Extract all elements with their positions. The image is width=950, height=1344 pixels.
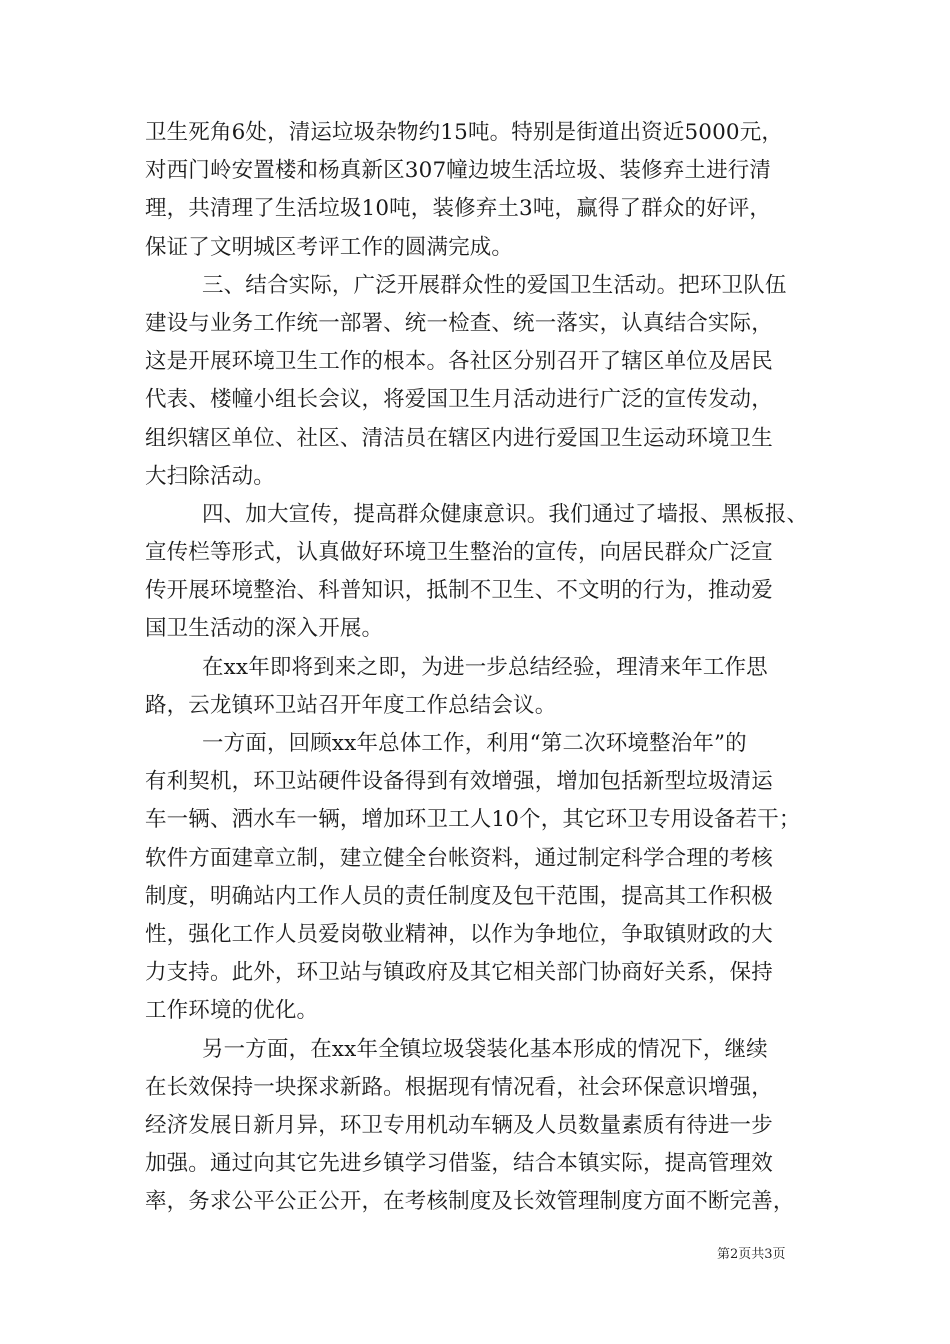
text-line: 制度，明确站内工作人员的责任制度及包干范围，提高其工作积极 xyxy=(145,883,773,909)
text-line: 率，务求公平公正公开，在考核制度及长效管理制度方面不断完善， xyxy=(145,1189,795,1215)
text-line: 代表、楼幢小组长会议，将爱国卫生月活动进行广泛的宣传发动， xyxy=(145,387,773,413)
text-line: 对西门岭安置楼和杨真新区307幢边坡生活垃圾、装修弃土进行清 xyxy=(145,158,772,184)
text-line: 建设与业务工作统一部署、统一检查、统一落实，认真结合实际， xyxy=(145,310,773,336)
text-line: 保证了文明城区考评工作的圆满完成。 xyxy=(145,234,514,260)
page-number: 第2页共3页 xyxy=(717,1247,786,1262)
text-line: 一方面，回顾xx年总体工作，利用“第二次环境整治年”的 xyxy=(202,731,747,756)
text-line: 传开展环境整治、科普知识，抵制不卫生、不文明的行为，推动爱 xyxy=(145,578,773,604)
text-line: 宣传栏等形式，认真做好环境卫生整治的宣传，向居民群众广泛宣 xyxy=(145,540,773,566)
text-line: 性，强化工作人员爱岗敬业精神，以作为争地位，争取镇财政的大 xyxy=(145,921,773,947)
document-body xyxy=(145,114,817,1221)
paragraph xyxy=(145,114,817,267)
text-line: 另一方面，在xx年全镇垃圾袋装化基本形成的情况下，继续 xyxy=(202,1036,768,1062)
paragraph xyxy=(145,725,817,1031)
text-line: 三、结合实际，广泛开展群众性的爱国卫生活动。把环卫队伍 xyxy=(202,272,787,298)
paragraph xyxy=(145,496,817,649)
text-line: 经济发展日新月异，环卫专用机动车辆及人员数量素质有待进一步 xyxy=(145,1112,773,1138)
text-line: 有利契机，环卫站硬件设备得到有效增强，增加包括新型垃圾清运 xyxy=(145,769,773,795)
text-line: 力支持。此外，环卫站与镇政府及其它相关部门协商好关系，保持 xyxy=(145,960,773,986)
text-line: 组织辖区单位、社区、清洁员在辖区内进行爱国卫生运动环境卫生 xyxy=(145,425,773,451)
text-line: 加强。通过向其它先进乡镇学习借鉴，结合本镇实际，提高管理效 xyxy=(145,1151,773,1177)
text-line: 路，云龙镇环卫站召开年度工作总结会议。 xyxy=(145,692,557,718)
paragraph xyxy=(145,1031,817,1222)
text-line: 在xx年即将到来之即，为进一步总结经验，理清来年工作思 xyxy=(202,654,768,680)
text-line: 这是开展环境卫生工作的根本。各社区分别召开了辖区单位及居民 xyxy=(145,349,773,375)
text-line: 四、加大宣传，提高群众健康意识。我们通过了墙报、黑板报、 xyxy=(202,501,809,527)
paragraph xyxy=(145,649,817,725)
text-line: 卫生死角6处，清运垃圾杂物约15吨。特别是街道出资近5000元， xyxy=(145,120,784,145)
text-line: 大扫除活动。 xyxy=(145,463,275,489)
text-line: 国卫生活动的深入开展。 xyxy=(145,616,384,642)
text-line: 工作环境的优化。 xyxy=(145,998,319,1024)
text-line: 理，共清理了生活垃圾10吨，装修弃土3吨，赢得了群众的好评， xyxy=(145,196,772,222)
text-line: 在长效保持一块探求新路。根据现有情况看，社会环保意识增强， xyxy=(145,1074,773,1100)
text-line: 车一辆、洒水车一辆，增加环卫工人10个，其它环卫专用设备若干； xyxy=(145,807,801,833)
paragraph xyxy=(145,267,817,496)
text-line: 软件方面建章立制，建立健全台帐资料，通过制定科学合理的考核 xyxy=(145,845,773,871)
